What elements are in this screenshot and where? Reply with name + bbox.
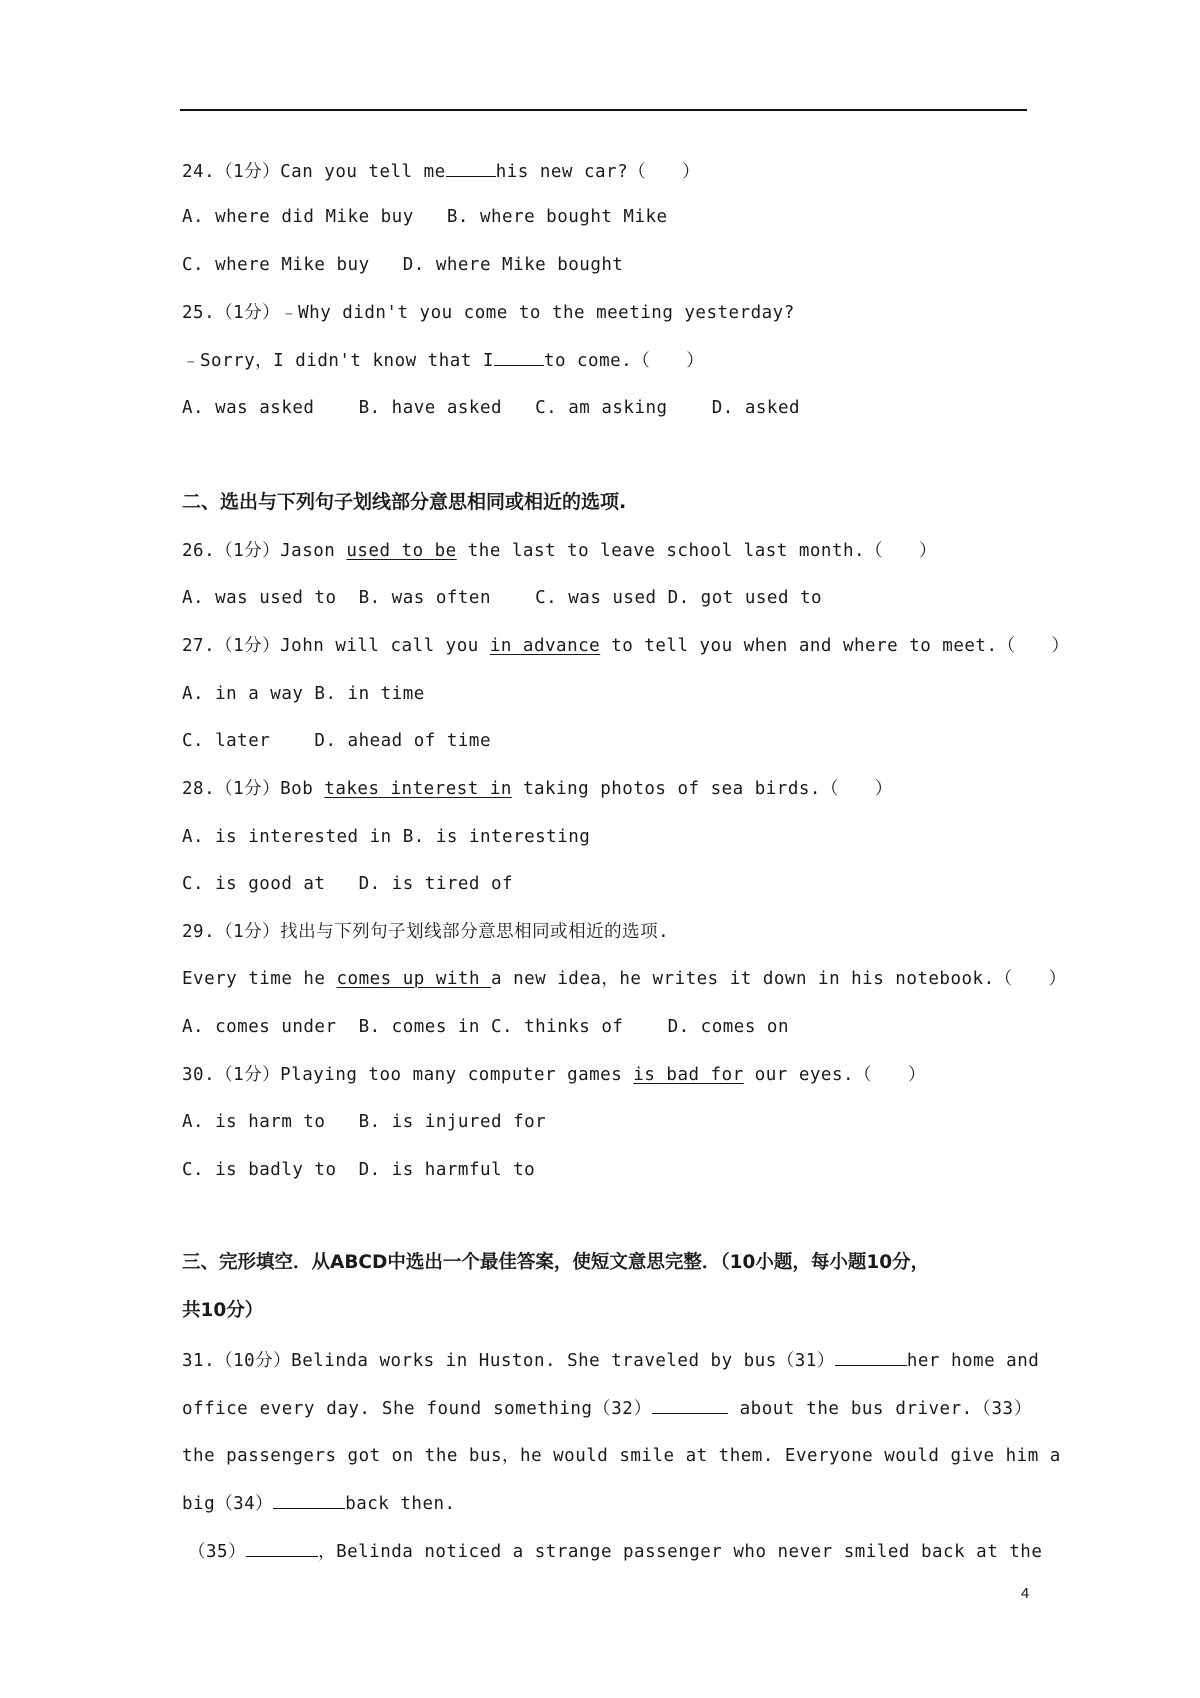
section-3-heading: 三、完形填空．从ABCD中选出一个最佳答案，使短文意思完整．（10小题，每小题10分，	[182, 1252, 930, 1273]
underlined-phrase: takes interest in	[324, 779, 512, 799]
question-29-sentence: Every time he comes up with a new idea，he writes it down in his notebook.（ ）	[182, 969, 1067, 989]
question-24-stem: 24.（1分）Can you tell me his new car?（ ）	[182, 159, 1032, 183]
cloze-blank-34	[273, 1491, 345, 1509]
question-27-options-ab: A. in a way B. in time	[182, 684, 425, 704]
question-27-options-cd: C. later D. ahead of time	[182, 731, 492, 751]
question-28-stem: 28.（1分）Bob takes interest in taking photos of sea birds.（ ）	[182, 779, 893, 799]
question-25-reply: ﹣Sorry，I didn't know that I to come.（ ）	[182, 348, 1032, 372]
question-24-options-ab: A. where did Mike buy B. where bought Mike	[182, 207, 668, 227]
passage-line-5: （35） ，Belinda noticed a strange passenger who never smiled back at the	[188, 1539, 1032, 1563]
underlined-phrase: is bad for	[633, 1065, 744, 1085]
section-2-heading: 二、选出与下列句子划线部分意思相同或相近的选项.	[182, 491, 627, 513]
question-30-options-ab: A. is harm to B. is injured for	[182, 1112, 547, 1132]
answer-blank	[494, 348, 544, 366]
cloze-blank-35	[246, 1539, 318, 1557]
question-26-options: A. was used to B. was often C. was used D. got used to	[182, 588, 823, 608]
underlined-phrase: in advance	[489, 636, 601, 656]
passage-line-1: 31.（10分）Belinda works in Huston. She traveled by bus（31） her home and	[182, 1348, 1032, 1372]
question-28-options-ab: A. is interested in B. is interesting	[182, 827, 591, 847]
passage-line-3: the passengers got on the bus，he would smile at them. Everyone would give him a	[182, 1446, 1061, 1466]
cloze-blank-31	[835, 1348, 907, 1366]
question-25-options: A. was asked B. have asked C. am asking D. asked	[182, 398, 801, 418]
passage-line-4: big（34） back then.	[182, 1491, 1032, 1515]
question-25-stem: 25.（1分）﹣Why didn't you come to the meeting yesterday?	[182, 303, 795, 323]
answer-blank	[446, 159, 496, 177]
page-number: 4	[1020, 1585, 1030, 1602]
question-30-stem: 30.（1分）Playing too many computer games is bad for our eyes.（ ）	[182, 1065, 927, 1085]
question-30-options-cd: C. is badly to D. is harmful to	[182, 1160, 536, 1180]
question-27-stem: 27.（1分）John will call you in advance to tell you when and where to meet.（ ）	[182, 636, 1070, 656]
question-24-options-cd: C. where Mike buy D. where Mike bought	[182, 255, 624, 275]
underlined-phrase: used to be	[346, 541, 457, 561]
question-28-options-cd: C. is good at D. is tired of	[182, 874, 514, 894]
question-29-instruction: 29.（1分）找出与下列句子划线部分意思相同或相近的选项.	[182, 922, 670, 942]
underlined-phrase: comes up with	[336, 969, 492, 989]
header-rule	[180, 109, 1027, 111]
cloze-blank-32	[652, 1396, 728, 1414]
question-29-options: A. comes under B. comes in C. thinks of D. comes on	[182, 1017, 789, 1037]
passage-line-2: office every day. She found something（32） about the bus driver.（33）	[182, 1396, 1032, 1420]
section-3-heading-continued: 共10分）	[182, 1300, 264, 1321]
question-26-stem: 26.（1分）Jason used to be the last to leave school last month.（ ）	[182, 541, 938, 561]
